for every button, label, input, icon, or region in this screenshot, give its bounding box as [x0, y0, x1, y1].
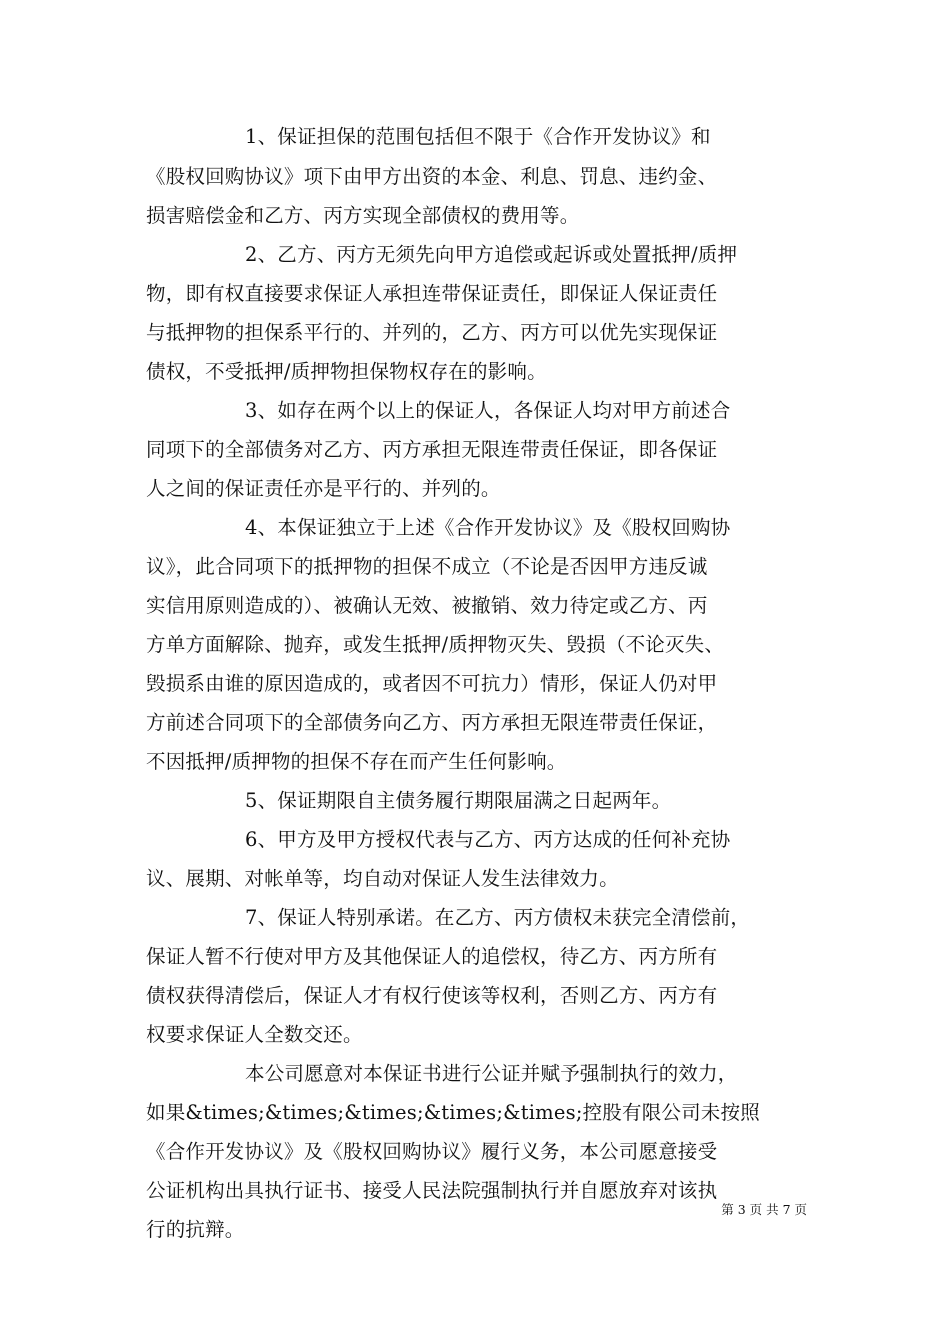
clause-4-line-7: 不因抵押/质押物的担保不存在而产生任何影响。 [146, 750, 567, 773]
clause-7-line-4: 权要求保证人全数交还。 [146, 1023, 363, 1046]
clause-4-line-1: 4、本保证独立于上述《合作开发协议》及《股权回购协 [245, 516, 731, 539]
clause-1-line-2: 《股权回购协议》项下由甲方出资的本金、利息、罚息、违约金、 [146, 165, 718, 188]
page-number-footer: 第 3 页 共 7 页 [721, 1202, 807, 1217]
clause-7-line-2: 保证人暂不行使对甲方及其他保证人的追偿权，待乙方、丙方所有 [146, 945, 718, 968]
notarization-line-2: 如果&times;&times;&times;&times;&times;控股有限公司未按照 [146, 1101, 760, 1124]
clause-7-line-1: 7、保证人特别承诺。在乙方、丙方债权未获完全清偿前， [245, 906, 751, 929]
clause-6-line-1: 6、甲方及甲方授权代表与乙方、丙方达成的任何补充协 [245, 828, 731, 851]
clause-4-line-3: 实信用原则造成的）、被确认无效、被撤销、效力待定或乙方、丙 [146, 594, 708, 617]
notarization-line-3: 《合作开发协议》及《股权回购协议》履行义务，本公司愿意接受 [146, 1140, 718, 1163]
clause-4-line-2: 议》，此合同项下的抵押物的担保不成立（不论是否因甲方违反诚 [146, 555, 708, 578]
clause-2-line-3: 与抵押物的担保系平行的、并列的，乙方、丙方可以优先实现保证 [146, 321, 718, 344]
clause-4-line-6: 方前述合同项下的全部债务向乙方、丙方承担无限连带责任保证， [146, 711, 718, 734]
clause-1-line-1: 1、保证担保的范围包括但不限于《合作开发协议》和 [245, 125, 711, 148]
clause-2-line-4: 债权，不受抵押/质押物担保物权存在的影响。 [146, 360, 547, 383]
clause-1-line-3: 损害赔偿金和乙方、丙方实现全部债权的费用等。 [146, 204, 580, 227]
notarization-line-5: 行的抗辩。 [146, 1218, 245, 1241]
clause-3-line-2: 同项下的全部债务对乙方、丙方承担无限连带责任保证，即各保证 [146, 438, 718, 461]
clause-4-line-5: 毁损系由谁的原因造成的，或者因不可抗力）情形，保证人仍对甲 [146, 672, 718, 695]
clause-2-line-1: 2、乙方、丙方无须先向甲方追偿或起诉或处置抵押/质押 [245, 243, 738, 266]
clause-2-line-2: 物，即有权直接要求保证人承担连带保证责任，即保证人保证责任 [146, 282, 718, 305]
clause-7-line-3: 债权获得清偿后，保证人才有权行使该等权利，否则乙方、丙方有 [146, 984, 718, 1007]
notarization-line-1: 本公司愿意对本保证书进行公证并赋予强制执行的效力， [245, 1062, 738, 1085]
clause-5-line-1: 5、保证期限自主债务履行期限届满之日起两年。 [245, 789, 672, 812]
clause-6-line-2: 议、展期、对帐单等，均自动对保证人发生法律效力。 [146, 867, 619, 890]
notarization-line-4: 公证机构出具执行证书、接受人民法院强制执行并自愿放弃对该执 [146, 1179, 718, 1202]
clause-3-line-1: 3、如存在两个以上的保证人，各保证人均对甲方前述合 [245, 399, 731, 422]
clause-4-line-4: 方单方面解除、抛弃，或发生抵押/质押物灭失、毁损（不论灭失、 [146, 633, 725, 656]
clause-3-line-3: 人之间的保证责任亦是平行的、并列的。 [146, 477, 501, 500]
